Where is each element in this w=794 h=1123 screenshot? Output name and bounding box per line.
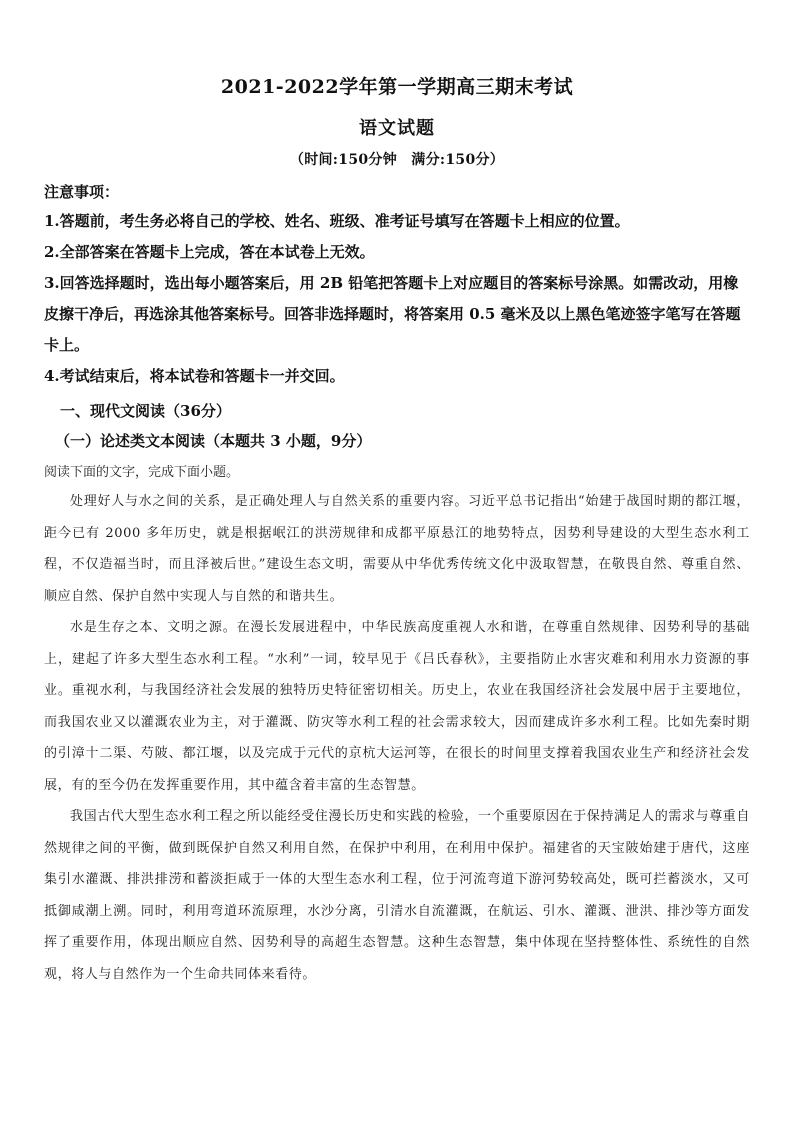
subject-title: 语文试题 — [359, 118, 435, 139]
passage-paragraph: 处理好人与水之间的关系，是正确处理人与自然关系的重要内容。习近平总书记指出“始建于战国时期的都江堰，距今已有 2000 多年历史，就是根据岷江的洪涝规律和成都平原悬江的地势特点，因势利导建设的大型生态水利工程，不仅造福当时，而且泽被后世。”建设生态文明，需要从中华优秀传统文化中汲取智慧，在敬畏自然、尊重自然、顺应自然、保护自然中实现人与自然的和谐共生。 — [44, 494, 750, 604]
exam-title: 2021-2022学年第一学期高三期末考试 — [220, 76, 574, 98]
notice-item-4: 4.考试结束后，将本试卷和答题卡一并交回。 — [44, 367, 345, 385]
notice-list — [44, 206, 750, 392]
passage-paragraph: 我国古代大型生态水利工程之所以能经受住漫长历史和实践的检验，一个重要原因在于保持满足人的需求与尊重自然规律之间的平衡，做到既保护自然又利用自然，在保护中利用，在利用中保护。福建省的天宝陂始建于唐代，这座集引水灌溉、排洪排涝和蓄淡拒咸于一体的大型生态水利工程，位于河流弯道下游河势较高处，既可拦蓄淡水，又可抵御咸潮上溯。同时，利用弯道环流原理，水沙分离，引清水自流灌溉，在航运、引水、灌溉、泄洪、排沙等方面发挥了重要作用，体现出顺应自然、因势利导的高超生态智慧。这种生态智慧，集中体现在坚持整体性、系统性的自然观，将人与自然作为一个生命共同体来看待。 — [44, 809, 751, 982]
reading-passage — [44, 486, 750, 990]
notice-item-1: 1.答题前，考生务必将自己的学校、姓名、班级、准考证号填写在答题卡上相应的位置。 — [44, 212, 630, 230]
passage-paragraph: 水是生存之本、文明之源。在漫长发展进程中，中华民族高度重视人水和谐，在尊重自然规律、因势利导的基础上，建起了许多大型生态水利工程。“水利”一词，较早见于《吕氏春秋》，主要指防止水害灾难和利用水力资源的事业。重视水利，与我国经济社会发展的独特历史特征密切相关。历史上，农业在我国经济社会发展中居于主要地位，而我国农业又以灌溉农业为主，对于灌溉、防灾等水利工程的社会需求较大，因而建成许多水利工程。比如先秦时期的引漳十二渠、芍陂、都江堰，以及完成于元代的京杭大运河等，在很长的时间里支撑着我国农业生产和经济社会发展，有的至今仍在发挥重要作用，其中蕴含着丰富的生态智慧。 — [44, 620, 750, 793]
notice-heading: 注意事项： — [44, 183, 120, 201]
section-heading: 一、现代文阅读（36分） — [60, 402, 231, 420]
reading-instruction: 阅读下面的文字，完成下面小题。 — [44, 465, 240, 480]
notice-item-2: 2.全部答案在答题卡上完成，答在本试卷上无效。 — [44, 243, 375, 261]
subsection-heading: （一）论述类文本阅读（本题共 3 小题，9分） — [55, 432, 372, 450]
exam-meta: （时间:150分钟 满分:150分） — [289, 152, 505, 168]
notice-item-3: 3.回答选择题时，选出每小题答案后，用 2B 铅笔把答题卡上对应题目的答案标号涂黑。如需改动，用橡皮擦干净后，再选涂其他答案标号。回答非选择题时，将答案用 0.5 毫米及以上黑色笔迹签字笔写在答题卡上。 — [44, 274, 741, 354]
